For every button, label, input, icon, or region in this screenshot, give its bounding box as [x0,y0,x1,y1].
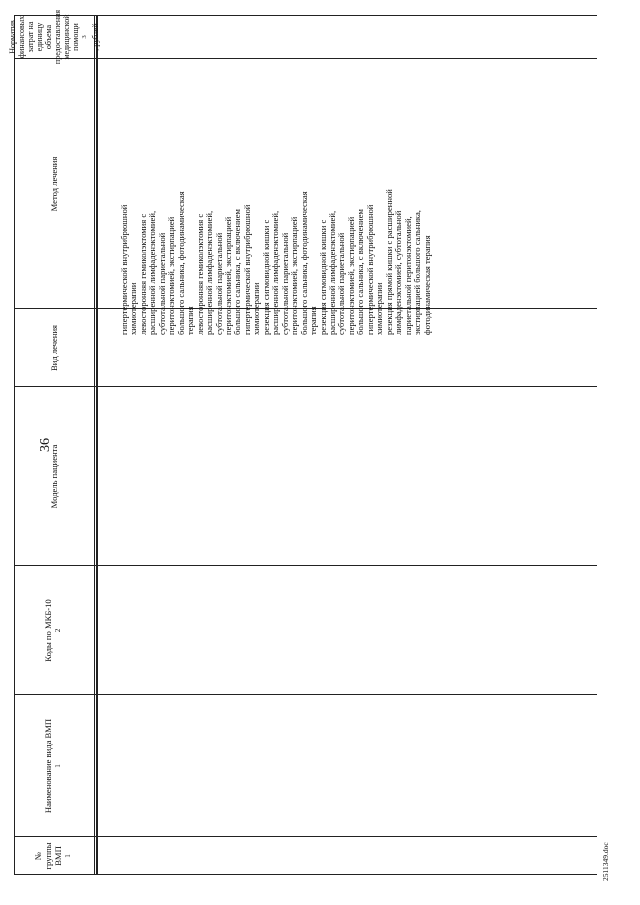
header-thick-rule [96,15,98,875]
method-line: резекция прямой кишки с расширенной [383,189,394,335]
table-right-border [14,15,597,16]
header-group-no-sup: 1 [63,854,72,858]
method-line: резекция сигмовидной кишки с [260,219,271,335]
method-line: левосторонняя гемиколэктомия с [137,213,148,335]
method-line: перитонэктомией, экстирпацией [289,216,300,335]
table-left-border [14,874,597,875]
table-top-border [14,15,15,875]
method-line: расширенной лимфаденэктомией, [204,210,215,335]
method-line: субтотальной париетальной [336,232,347,335]
method-line: перитонэктомией, экстирпацией [166,216,177,335]
header-icd-codes-sup: 2 [53,628,62,633]
col-divider-2 [14,694,597,695]
method-line: резекция сигмовидной кишки с [317,219,328,335]
col-divider-3 [14,565,597,566]
method-line: фотодинамическая терапия [421,235,432,335]
header-group-no [16,839,92,873]
method-line: гипертермической внутрибрюшной [119,204,129,335]
header-normative-suffix: , рублей [91,23,101,51]
method-line: субтотальной париетальной [279,232,290,335]
header-vmp-name-sup: 1 [53,764,62,768]
header-treatment-method [16,61,92,307]
header-vmp-name-text: Наименование вида ВМП [42,718,53,814]
method-line: химиотерапии [374,282,385,335]
header-patient-model-text: Модель пациента [49,444,59,509]
header-bottom-border [94,15,95,875]
header-patient-model [16,389,92,564]
method-line: химиотерапии [128,282,139,335]
header-normative [7,9,101,65]
method-line: терапия [308,306,319,335]
header-treatment-type-text: Вид лечения [49,324,59,372]
method-line: расширенной лимфаденэктомией, [270,210,281,335]
method-line: большого сальника, фотодинамическая [175,191,186,335]
method-line: терапия [185,306,196,335]
col-divider-1 [14,836,597,837]
method-line: гипертермической внутрибрюшной [364,204,375,335]
method-line: гипертермической внутрибрюшной [241,204,252,335]
header-treatment-type [16,311,92,385]
method-line: химиотерапии [251,282,262,335]
header-treatment-method-text: Метод лечения [49,156,59,212]
header-normative-sup: 3 [80,35,88,39]
method-line: лимфаденэктомией, субтотальной [393,210,404,335]
method-line: экстирпацией большого сальника, [412,210,423,335]
method-line: париетальной перитонэктомией, [402,216,413,335]
document-footer: 2511349.doc [601,842,610,881]
method-line: перитонэктомией, экстирпацией [222,216,233,335]
treatment-method-cell [120,88,432,335]
method-line: расширенной лимфаденэктомией, [147,210,158,335]
method-line: перитонэктомией, экстирпацией [345,216,356,335]
header-normative-text: Норматив финансовых затрат на единицу объема предоставления медицинской помощи [7,9,80,65]
method-line: большого сальника, фотодинамическая [298,191,309,335]
col-divider-4 [14,386,597,387]
col-divider-6 [14,58,597,59]
header-vmp-name [16,697,92,835]
header-icd-codes-text: Коды по МКБ-10 [42,599,53,662]
header-icd-codes [16,568,92,693]
method-line: большого сальника, с включением [355,209,366,335]
method-line: большого сальника, с включением [232,209,243,335]
method-line: субтотальной париетальной [156,232,167,335]
header-group-no-text: № группы ВМП [32,842,63,870]
method-line: субтотальной париетальной [213,232,224,335]
method-line: расширенной лимфаденэктомией, [326,210,337,335]
page-number: 36 [38,438,53,452]
method-line: левосторонняя гемиколэктомия с [194,213,205,335]
